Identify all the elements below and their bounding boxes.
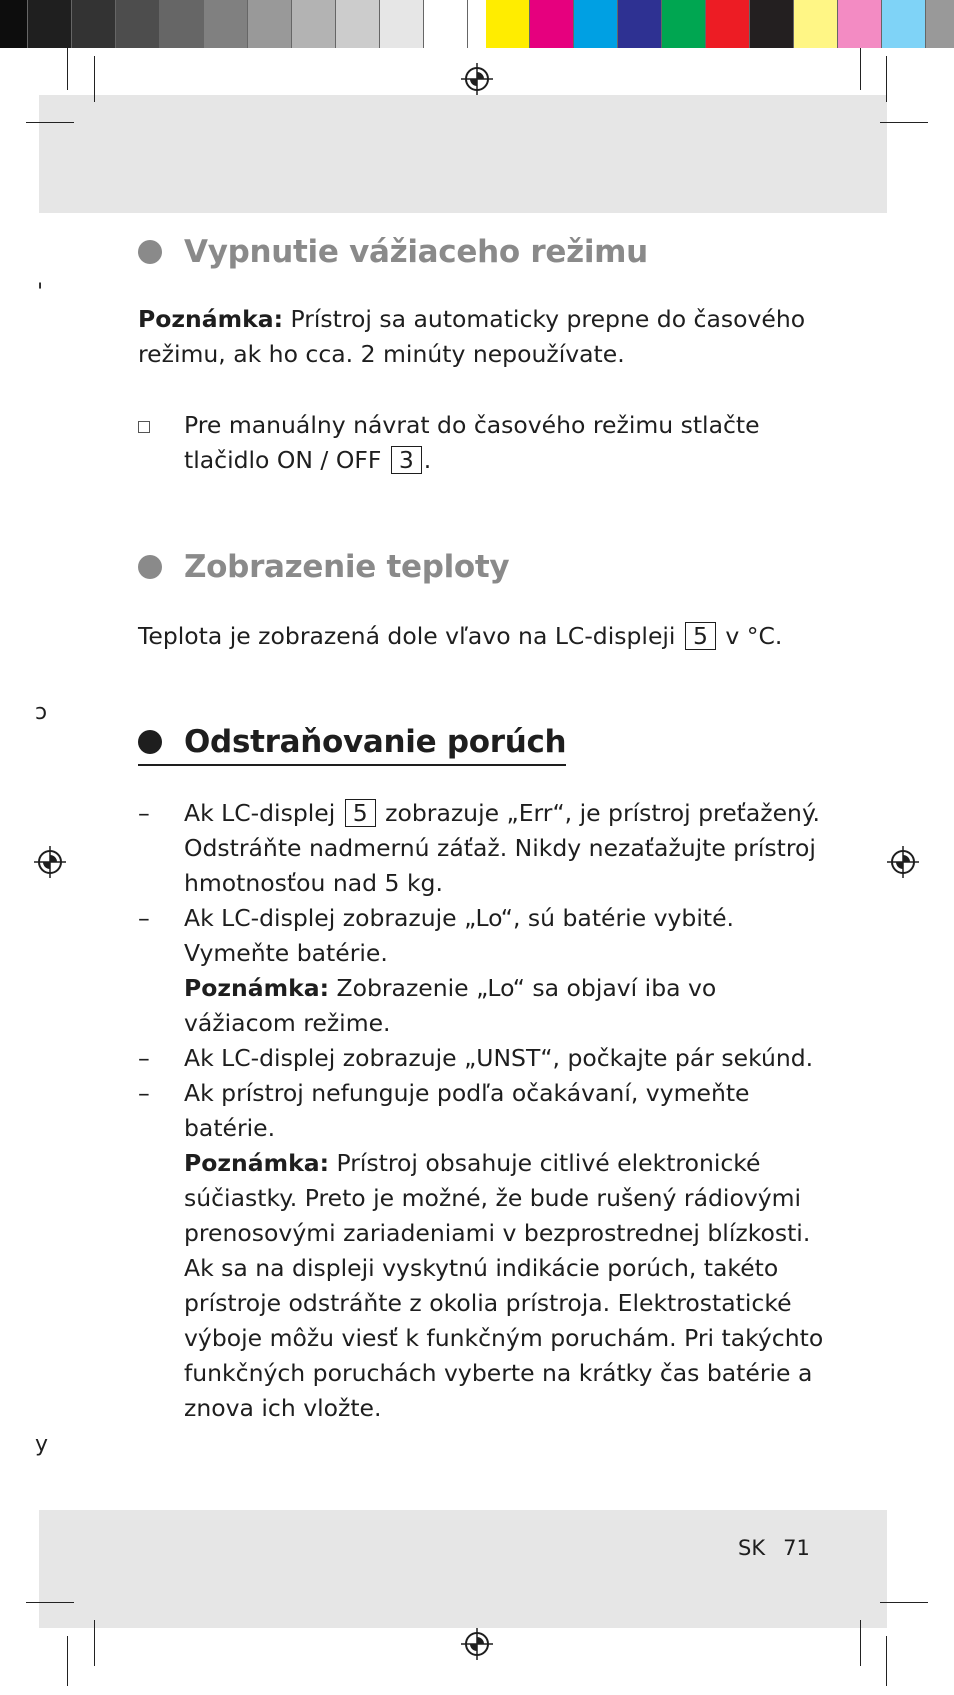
color-swatch (750, 0, 794, 48)
section-heading (138, 724, 566, 766)
note-label: Poznámka: (184, 1149, 330, 1177)
instruction-step (138, 408, 824, 478)
step-text-end: . (423, 446, 432, 474)
item-text: Ak LC-displej (184, 799, 343, 827)
color-swatch (248, 0, 292, 48)
margin-mark: y (35, 1432, 49, 1457)
page-number: 71 (783, 1536, 810, 1560)
checkbox-square-icon (138, 408, 168, 443)
color-swatch (28, 0, 72, 48)
item-text: Ak LC-displej zobrazuje „UNST“, počkajte pár sekúnd. (184, 1044, 814, 1072)
note-label: Poznámka: (138, 305, 284, 333)
color-swatch (336, 0, 380, 48)
crop-mark (94, 1620, 95, 1666)
process-color-bar (486, 0, 954, 48)
bullet-icon (138, 730, 162, 754)
color-swatch (204, 0, 248, 48)
section-weighing-mode-off (138, 234, 838, 478)
dash-marker: – (138, 799, 150, 827)
color-swatch (292, 0, 336, 48)
footer-band (39, 1510, 887, 1628)
color-swatch (486, 0, 530, 48)
crop-mark (26, 1602, 74, 1603)
color-swatch (380, 0, 424, 48)
color-swatch (838, 0, 882, 48)
list-item (138, 901, 828, 1041)
section-heading (138, 549, 838, 585)
color-swatch (662, 0, 706, 48)
color-swatch (926, 0, 954, 48)
section-troubleshooting (138, 724, 838, 1426)
color-swatch (794, 0, 838, 48)
step-text: Pre manuálny návrat do časového režimu stlačte tlačidlo ON / OFF (184, 411, 760, 474)
page-footer (738, 1536, 810, 1560)
color-swatch (882, 0, 926, 48)
note-paragraph (138, 302, 808, 372)
color-swatch (160, 0, 204, 48)
troubleshooting-list (138, 796, 828, 1426)
registration-mark-icon (33, 845, 67, 879)
greyscale-color-bar (0, 0, 468, 48)
language-code: SK (738, 1536, 766, 1560)
section-temperature-display (138, 549, 838, 654)
color-swatch (424, 0, 468, 48)
margin-mark: ' (37, 280, 44, 305)
button-reference-box: 3 (391, 446, 422, 474)
registration-mark-icon (460, 62, 494, 96)
dash-marker: – (138, 1044, 150, 1072)
note-text: Prístroj sa automaticky prepne do časového režimu, ak ho cca. 2 minúty nepoužívate. (138, 305, 806, 368)
crop-mark (26, 122, 74, 123)
dash-marker: – (138, 1079, 150, 1107)
section-title: Zobrazenie teploty (184, 549, 510, 585)
temperature-paragraph (138, 619, 838, 654)
section-title: Vypnutie vážiaceho režimu (184, 234, 648, 270)
registration-mark-icon (460, 1627, 494, 1661)
crop-mark (67, 48, 68, 90)
item-text: Ak prístroj nefunguje podľa očakávaní, vymeňte batérie. (184, 1079, 750, 1142)
display-reference-box: 5 (685, 622, 716, 650)
crop-mark (880, 1602, 928, 1603)
list-item (138, 1076, 828, 1426)
color-swatch (618, 0, 662, 48)
item-text-end: zobrazuje „Err“, je prístroj preťažený. Odstráňte nadmernú záťaž. Nikdy nezaťažujte prístroj hmotnosťou nad 5 kg. (184, 799, 820, 897)
color-swatch (706, 0, 750, 48)
header-band (39, 95, 887, 213)
crop-mark (886, 56, 887, 102)
color-swatch (0, 0, 28, 48)
crop-mark (94, 56, 95, 102)
crop-mark (880, 122, 928, 123)
note-label: Poznámka: (184, 974, 330, 1002)
display-reference-box: 5 (345, 799, 376, 827)
color-swatch (530, 0, 574, 48)
list-item (138, 796, 828, 901)
bullet-icon (138, 240, 162, 264)
crop-mark (886, 1636, 887, 1686)
crop-mark (860, 48, 861, 90)
crop-mark (67, 1636, 68, 1686)
bullet-icon (138, 555, 162, 579)
color-swatch (574, 0, 618, 48)
item-text: Ak LC-displej zobrazuje „Lo“, sú batérie vybité. Vymeňte batérie. (184, 904, 735, 967)
note-text: Prístroj obsahuje citlivé elektronické súčiastky. Preto je možné, že bude rušený rádiovými prenosovými zariadeniami v bezprostrednej blízkosti. Ak sa na displeji vyskytnú indikácie porúch, takéto prístroje odstráňte z okolia prístroja. Elektrostatické výboje môžu viesť k funkčným poruchám. Pri takýchto funkčných poruchách vyberte na krátky čas batérie a znova ich vložte. (184, 1149, 824, 1422)
crop-mark (860, 1620, 861, 1666)
margin-mark: ɔ (35, 700, 48, 725)
dash-marker: – (138, 904, 150, 932)
section-title: Odstraňovanie porúch (184, 724, 567, 760)
section-heading (138, 234, 838, 270)
color-swatch (72, 0, 116, 48)
registration-mark-icon (886, 845, 920, 879)
paragraph-text-end: v °C. (717, 622, 783, 650)
paragraph-text: Teplota je zobrazená dole vľavo na LC-displeji (138, 622, 683, 650)
color-swatch (116, 0, 160, 48)
list-item (138, 1041, 828, 1076)
note-text: Zobrazenie „Lo“ sa objaví iba vo vážiacom režime. (184, 974, 717, 1037)
